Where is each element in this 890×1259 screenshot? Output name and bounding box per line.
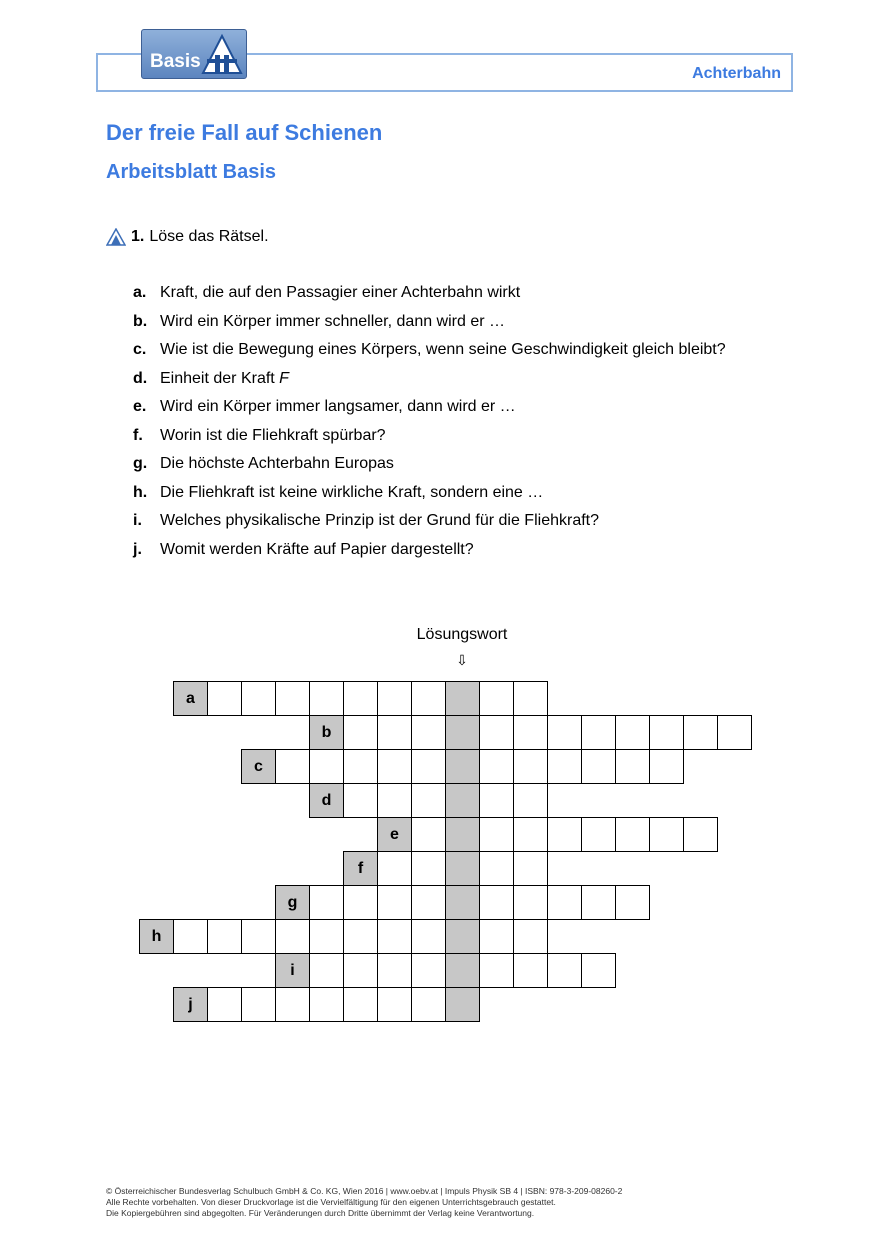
answer-cell[interactable] [377, 681, 412, 716]
question-letter: g. [133, 455, 148, 472]
question-text: Die Fliehkraft ist keine wirkliche Kraft, sondern eine … [160, 483, 544, 501]
question-list [133, 284, 726, 569]
row-label-cell: g [275, 885, 310, 920]
down-arrow-icon: ⇩ [456, 652, 468, 668]
answer-cell[interactable] [343, 885, 378, 920]
page-subtitle: Arbeitsblatt Basis [106, 161, 277, 183]
question-item [133, 313, 726, 342]
answer-cell[interactable] [309, 681, 344, 716]
answer-cell[interactable] [275, 749, 310, 784]
answer-cell[interactable] [547, 715, 582, 750]
solution-cell[interactable] [445, 749, 480, 784]
answer-cell[interactable] [513, 851, 548, 886]
row-label-cell: a [173, 681, 208, 716]
question-item [133, 398, 726, 427]
answer-cell[interactable] [411, 749, 446, 784]
answer-cell[interactable] [377, 749, 412, 784]
solution-cell[interactable] [445, 987, 480, 1022]
question-letter: b. [133, 312, 148, 330]
solution-label: Lösungswort [416, 626, 508, 643]
question-letter: j. [133, 540, 142, 558]
answer-cell[interactable] [479, 919, 514, 954]
question-letter: h. [133, 483, 148, 501]
answer-cell[interactable] [343, 987, 378, 1022]
answer-cell[interactable] [581, 817, 616, 852]
answer-cell[interactable] [411, 987, 446, 1022]
row-label-cell: c [241, 749, 276, 784]
footer-line: Alle Rechte vorbehalten. Von dieser Druckvorlage ist die Vervielfältigung für den eigenen Unterrichtsgebrauch gestattet. [106, 1197, 556, 1207]
answer-cell[interactable] [241, 919, 276, 954]
solution-cell[interactable] [445, 681, 480, 716]
answer-cell[interactable] [377, 919, 412, 954]
answer-cell[interactable] [275, 681, 310, 716]
answer-cell[interactable] [513, 919, 548, 954]
answer-cell[interactable] [309, 919, 344, 954]
answer-cell[interactable] [649, 817, 684, 852]
answer-cell[interactable] [377, 987, 412, 1022]
question-text: Welches physikalische Prinzip ist der Grund für die Fliehkraft? [160, 512, 599, 529]
answer-cell[interactable] [513, 953, 548, 988]
answer-cell[interactable] [479, 953, 514, 988]
solution-cell[interactable] [445, 953, 480, 988]
answer-cell[interactable] [581, 885, 616, 920]
answer-cell[interactable] [717, 715, 752, 750]
footer-line: © Österreichischer Bundesverlag Schulbuch GmbH & Co. KG, Wien 2016 | www.oebv.at | Impuls Physik SB 4 | ISBN: 978-3-209-08260-2 [106, 1186, 623, 1196]
question-item [133, 484, 726, 513]
question-item [133, 341, 726, 370]
answer-cell[interactable] [343, 681, 378, 716]
question-item [133, 512, 726, 541]
answer-cell[interactable] [479, 783, 514, 818]
answer-cell[interactable] [343, 919, 378, 954]
answer-cell[interactable] [649, 715, 684, 750]
answer-cell[interactable] [411, 715, 446, 750]
answer-cell[interactable] [275, 919, 310, 954]
answer-cell[interactable] [513, 681, 548, 716]
answer-cell[interactable] [547, 817, 582, 852]
answer-cell[interactable] [513, 783, 548, 818]
row-label-cell: i [275, 953, 310, 988]
answer-cell[interactable] [377, 885, 412, 920]
question-item [133, 284, 726, 313]
answer-cell[interactable] [241, 681, 276, 716]
triangle-logo-icon [201, 33, 243, 77]
question-text: Einheit der Kraft F [160, 369, 289, 387]
answer-cell[interactable] [411, 919, 446, 954]
answer-cell[interactable] [615, 749, 650, 784]
question-text: Kraft, die auf den Passagier einer Achterbahn wirkt [160, 284, 521, 301]
question-item [133, 427, 726, 456]
answer-cell[interactable] [479, 851, 514, 886]
solution-cell[interactable] [445, 817, 480, 852]
answer-cell[interactable] [547, 885, 582, 920]
question-letter: f. [133, 426, 143, 444]
basis-level-icon [106, 228, 126, 246]
answer-cell[interactable] [411, 817, 446, 852]
answer-cell[interactable] [309, 987, 344, 1022]
answer-cell[interactable] [615, 885, 650, 920]
question-item [133, 455, 726, 484]
answer-cell[interactable] [479, 885, 514, 920]
answer-cell[interactable] [411, 885, 446, 920]
answer-cell[interactable] [513, 749, 548, 784]
answer-cell[interactable] [241, 987, 276, 1022]
answer-cell[interactable] [683, 715, 718, 750]
answer-cell[interactable] [411, 953, 446, 988]
row-label-cell: b [309, 715, 344, 750]
answer-cell[interactable] [547, 953, 582, 988]
row-label-cell: f [343, 851, 378, 886]
row-label-cell: d [309, 783, 344, 818]
answer-cell[interactable] [343, 715, 378, 750]
answer-cell[interactable] [207, 919, 242, 954]
basis-logo [141, 29, 247, 79]
question-letter: e. [133, 398, 147, 415]
task-text: Löse das Rätsel. [149, 228, 269, 245]
row-label-cell: h [139, 919, 174, 954]
answer-cell[interactable] [377, 851, 412, 886]
question-text: Wird ein Körper immer langsamer, dann wird er … [160, 398, 516, 415]
question-text: Womit werden Kräfte auf Papier dargestellt? [160, 540, 474, 558]
answer-cell[interactable] [207, 681, 242, 716]
solution-cell[interactable] [445, 851, 480, 886]
answer-cell[interactable] [207, 987, 242, 1022]
row-label-cell: j [173, 987, 208, 1022]
question-letter: c. [133, 341, 147, 358]
answer-cell[interactable] [343, 783, 378, 818]
question-item [133, 370, 726, 399]
answer-cell[interactable] [411, 681, 446, 716]
answer-cell[interactable] [479, 681, 514, 716]
solution-cell[interactable] [445, 919, 480, 954]
answer-cell[interactable] [411, 851, 446, 886]
logo-text: Basis [150, 51, 201, 72]
task-instruction [106, 228, 269, 246]
answer-cell[interactable] [479, 817, 514, 852]
footer-line: Die Kopiergebühren sind abgegolten. Für Veränderungen durch Dritte übernimmt der Verlag keine Verantwortung. [106, 1208, 535, 1218]
answer-cell[interactable] [683, 817, 718, 852]
solution-cell[interactable] [445, 783, 480, 818]
answer-cell[interactable] [615, 715, 650, 750]
answer-cell[interactable] [615, 817, 650, 852]
question-letter: i. [133, 512, 142, 529]
question-text: Worin ist die Fliehkraft spürbar? [160, 426, 386, 444]
answer-cell[interactable] [173, 919, 208, 954]
question-text: Wird ein Körper immer schneller, dann wird er … [160, 312, 506, 330]
answer-cell[interactable] [513, 715, 548, 750]
answer-cell[interactable] [309, 749, 344, 784]
solution-cell[interactable] [445, 885, 480, 920]
page-title: Der freie Fall auf Schienen [106, 120, 383, 145]
answer-cell[interactable] [377, 953, 412, 988]
row-label-cell: e [377, 817, 412, 852]
answer-cell[interactable] [547, 749, 582, 784]
answer-cell[interactable] [343, 953, 378, 988]
question-letter: d. [133, 369, 148, 387]
answer-cell[interactable] [377, 715, 412, 750]
answer-cell[interactable] [479, 749, 514, 784]
answer-cell[interactable] [411, 783, 446, 818]
answer-cell[interactable] [479, 715, 514, 750]
question-text: Die höchste Achterbahn Europas [160, 455, 394, 472]
header-title: Achterbahn [692, 65, 781, 82]
question-text: Wie ist die Bewegung eines Körpers, wenn seine Geschwindigkeit gleich bleibt? [160, 341, 726, 358]
answer-cell[interactable] [343, 749, 378, 784]
footer [106, 1186, 622, 1219]
answer-cell[interactable] [513, 817, 548, 852]
answer-cell[interactable] [513, 885, 548, 920]
question-letter: a. [133, 284, 147, 301]
answer-cell[interactable] [581, 715, 616, 750]
answer-cell[interactable] [581, 953, 616, 988]
answer-cell[interactable] [649, 749, 684, 784]
answer-cell[interactable] [581, 749, 616, 784]
task-number: 1. [131, 228, 145, 245]
answer-cell[interactable] [309, 953, 344, 988]
answer-cell[interactable] [377, 783, 412, 818]
answer-cell[interactable] [275, 987, 310, 1022]
solution-cell[interactable] [445, 715, 480, 750]
answer-cell[interactable] [309, 885, 344, 920]
question-item [133, 541, 726, 570]
